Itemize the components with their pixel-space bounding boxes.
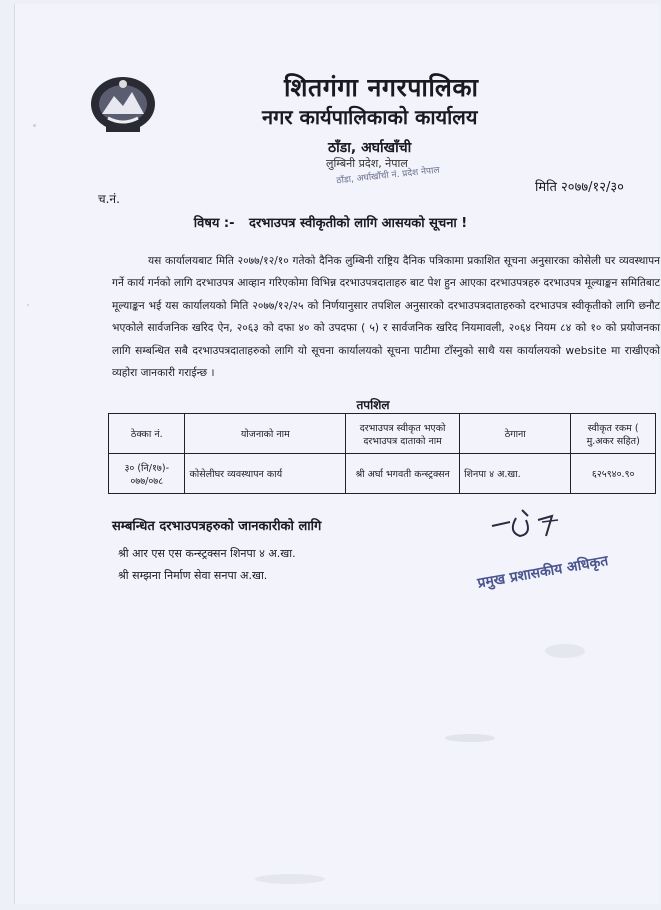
header-contract-no: ठेक्का नं. bbox=[109, 414, 185, 454]
speck bbox=[255, 874, 325, 884]
stamp-text: ठाँडा, अर्घाखाँची नं. प्रदेश नेपाल bbox=[335, 165, 441, 187]
signatory-title: प्रमुख प्रशासकीय अधिकृत bbox=[476, 552, 610, 592]
office-subtitle: नगर कार्यपालिकाको कार्यालय bbox=[262, 105, 478, 129]
cc-item-1: श्री आर एस एस कन्स्ट्रक्सन शिनपा ४ अ.खा. bbox=[118, 547, 296, 560]
speck bbox=[27, 304, 29, 306]
speck bbox=[545, 644, 585, 658]
header-approved-amount: स्वीकृत रकम ( मु.अकर सहित) bbox=[571, 414, 656, 454]
notice-body: यस कार्यालयबाट मिति २०७७/१२/१० गतेको दैनिक लुम्बिनी राष्ट्रिय दैनिक पत्रिकामा प्रकाशित सूचना अनुसारका कोसेली घर व्यवस्थापन गर्ने कार्य गर्नको लागि दरभाउपत्र आव्हान गरिएकोमा विभिन्न दरभाउपत्रदाताहरु बाट पेश हुन आएका दरभाउपत्रहरु दरभाउपत्र मूल्याङ्कन समितिबाट मूल्याङ्कन भई यस कार्यालयको मिति २०७७/१२/२५ को निर्णयानुसार तपशिल अनुसारको दरभाउपत्रदाताहरुको दरभाउपत्र स्वीकृतीको लागि छनौट भएकोले सार्वजनिक खरिद ऐन, २०६३ को दफा ४० को उपदफा ( ५) र सार्वजनिक खरिद नियमावली, २०६४ नियम ८४ को १० को प्रयोजनका लागि सम्बन्धित सबै दरभाउपत्रदाताहरुको लागि यो सूचना कार्यालयको सूचना पाटीमा टाँस्नुको साथै यस कार्यालयको website मा राखीएको व्यहोरा जानकारी गराईन्छ । bbox=[112, 255, 660, 380]
cc-item-2: श्री सम्झना निर्माण सेवा सनपा अ.खा. bbox=[118, 569, 268, 582]
table-title: तपशिल bbox=[356, 398, 390, 412]
office-location: ठाँडा, अर्घाखाँची bbox=[328, 140, 412, 156]
cell-approved-amount: ६२५९४०.९० bbox=[571, 454, 656, 494]
cell-contract-no: ३० (नि/१७)- ०७७/०७८ bbox=[109, 454, 185, 494]
cell-address: शिनपा ४ अ.खा. bbox=[460, 454, 571, 494]
cc-title: सम्बन्धित दरभाउपत्रहरुको जानकारीको लागि bbox=[112, 519, 322, 534]
nepal-emblem-icon bbox=[88, 74, 158, 136]
header-bidder-name: दरभाउपत्र स्वीकृत भएको दरभाउपत्र दाताको नाम bbox=[346, 414, 460, 454]
subject-text: दरभाउपत्र स्वीकृतीको लागि आसयको सूचना ! bbox=[249, 216, 468, 231]
subject-label: विषय :- bbox=[193, 216, 235, 231]
contract-table bbox=[108, 413, 656, 494]
subject-line bbox=[0, 213, 661, 231]
header-project-name: योजनाको नाम bbox=[185, 414, 346, 454]
speck bbox=[445, 734, 495, 742]
office-title: शितगंगा नगरपालिका bbox=[284, 73, 479, 102]
signature-icon bbox=[486, 496, 576, 546]
office-province: लुम्बिनी प्रदेश, नेपाल bbox=[326, 157, 408, 170]
speck bbox=[33, 124, 36, 127]
table-row bbox=[109, 454, 656, 494]
letter-date: मिति २०७७/१२/३० bbox=[535, 180, 624, 195]
table-header-row bbox=[109, 414, 656, 454]
cell-bidder-name: श्री अर्घा भगवती कन्स्ट्रक्सन bbox=[346, 454, 460, 494]
header-address: ठेगाना bbox=[460, 414, 571, 454]
reference-number: च.नं. bbox=[98, 192, 120, 206]
cell-project-name: कोसेलीघर व्यवस्थापन कार्य bbox=[185, 454, 346, 494]
